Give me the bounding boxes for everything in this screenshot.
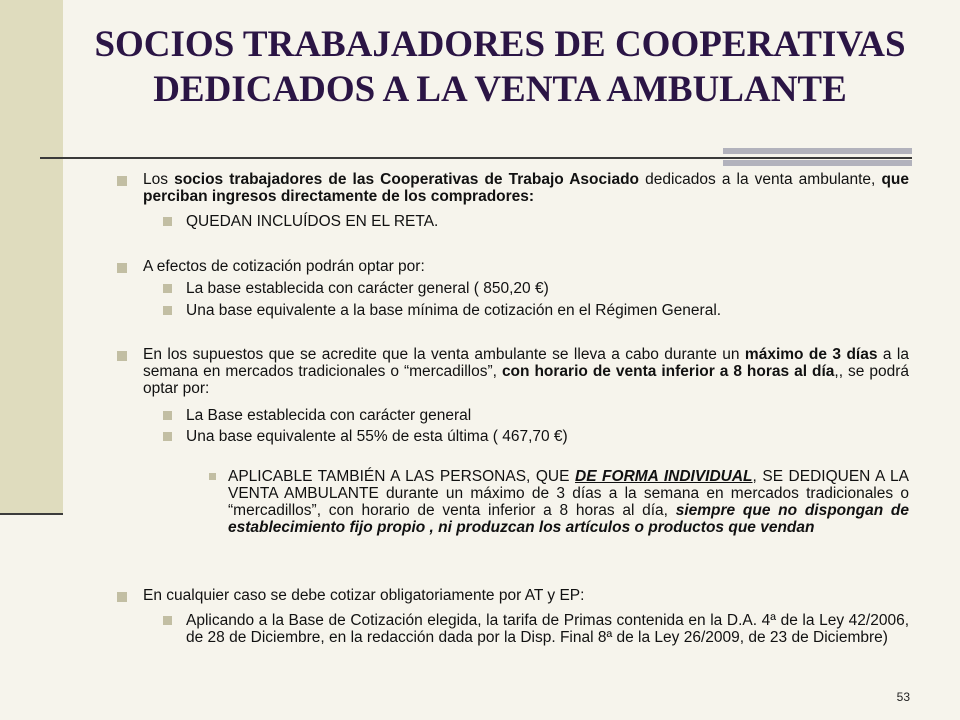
bullet-icon <box>163 306 172 315</box>
bullet-text: dedicados a la venta ambulante, <box>639 171 882 188</box>
note-aplicable <box>228 468 909 536</box>
bullet-bold: que perciban ingresos directamente de los compradores: <box>143 171 910 205</box>
bullet-bold: máximo de 3 días <box>744 346 878 363</box>
sub-bullet-base-establecida: La Base establecida con carácter general <box>186 407 472 424</box>
bullet-icon <box>163 217 172 226</box>
sub-bullet-tarifa: Aplicando a la Base de Cotización elegida, la tarifa de Primas contenida en la D.A. 4ª de la Ley 42/2006, de 28 de Diciembre, en la redacción dada por la Disp. Final 8ª de la Ley 26/2009, de 23 de Diciembre) <box>186 612 909 646</box>
bullet-text: En los supuestos que se acredite que la venta ambulante se lleva a cabo durante un <box>143 346 745 363</box>
bullet-text: Los <box>143 171 175 188</box>
bullet-icon <box>117 592 127 602</box>
title-divider-accent <box>723 148 912 154</box>
sidebar-divider <box>0 513 63 515</box>
note-emphasis: DE FORMA INDIVIDUAL <box>575 468 753 485</box>
sub-bullet-base-general: La base establecida con carácter general ( 850,20 €) <box>186 280 549 297</box>
bullet-bold: con horario de venta inferior a 8 horas al día <box>501 363 835 380</box>
bullet-socios <box>143 171 909 205</box>
sub-bullet-base-55: Una base equivalente al 55% de esta última ( 467,70 €) <box>186 428 568 445</box>
note-text: APLICABLE TAMBIÉN A LAS PERSONAS, QUE <box>228 468 575 485</box>
note-emphasis: siempre que no dispongan de establecimiento fijo propio , ni produzcan los artículos o productos que vendan <box>228 502 909 536</box>
bullet-text: ,, se podrá optar por: <box>143 363 909 397</box>
bullet-icon <box>209 473 216 480</box>
bullet-cotizacion: A efectos de cotización podrán optar por: <box>143 258 425 275</box>
sidebar-accent <box>0 0 63 513</box>
title-divider <box>40 157 912 159</box>
page-number: 53 <box>896 690 910 704</box>
sub-bullet-reta: QUEDAN INCLUÍDOS EN EL RETA. <box>186 213 439 230</box>
bullet-icon <box>163 284 172 293</box>
bullet-icon <box>117 263 127 273</box>
bullet-bold: socios trabajadores de las Cooperativas de Trabajo Asociado <box>174 171 640 188</box>
bullet-text: a la semana en mercados tradicionales o “mercadillos”, <box>143 346 909 380</box>
bullet-icon <box>163 411 172 420</box>
bullet-icon <box>163 616 172 625</box>
bullet-icon <box>117 176 127 186</box>
slide-title: SOCIOS TRABAJADORES DE COOPERATIVAS DEDICADOS A LA VENTA AMBULANTE <box>94 24 906 110</box>
bullet-at-ep: En cualquier caso se debe cotizar obligatoriamente por AT y EP: <box>143 587 585 604</box>
note-text: , SE DEDIQUEN A LA VENTA AMBULANTE durante un máximo de 3 días a la semana en mercados tradicionales o “mercadillos”, con horario de venta inferior a 8 horas al día, <box>228 468 910 519</box>
sub-bullet-base-minima: Una base equivalente a la base mínima de cotización en el Régimen General. <box>186 302 722 319</box>
bullet-icon <box>117 351 127 361</box>
bullet-supuestos <box>143 346 909 397</box>
title-divider-accent-2 <box>723 160 912 166</box>
bullet-icon <box>163 432 172 441</box>
